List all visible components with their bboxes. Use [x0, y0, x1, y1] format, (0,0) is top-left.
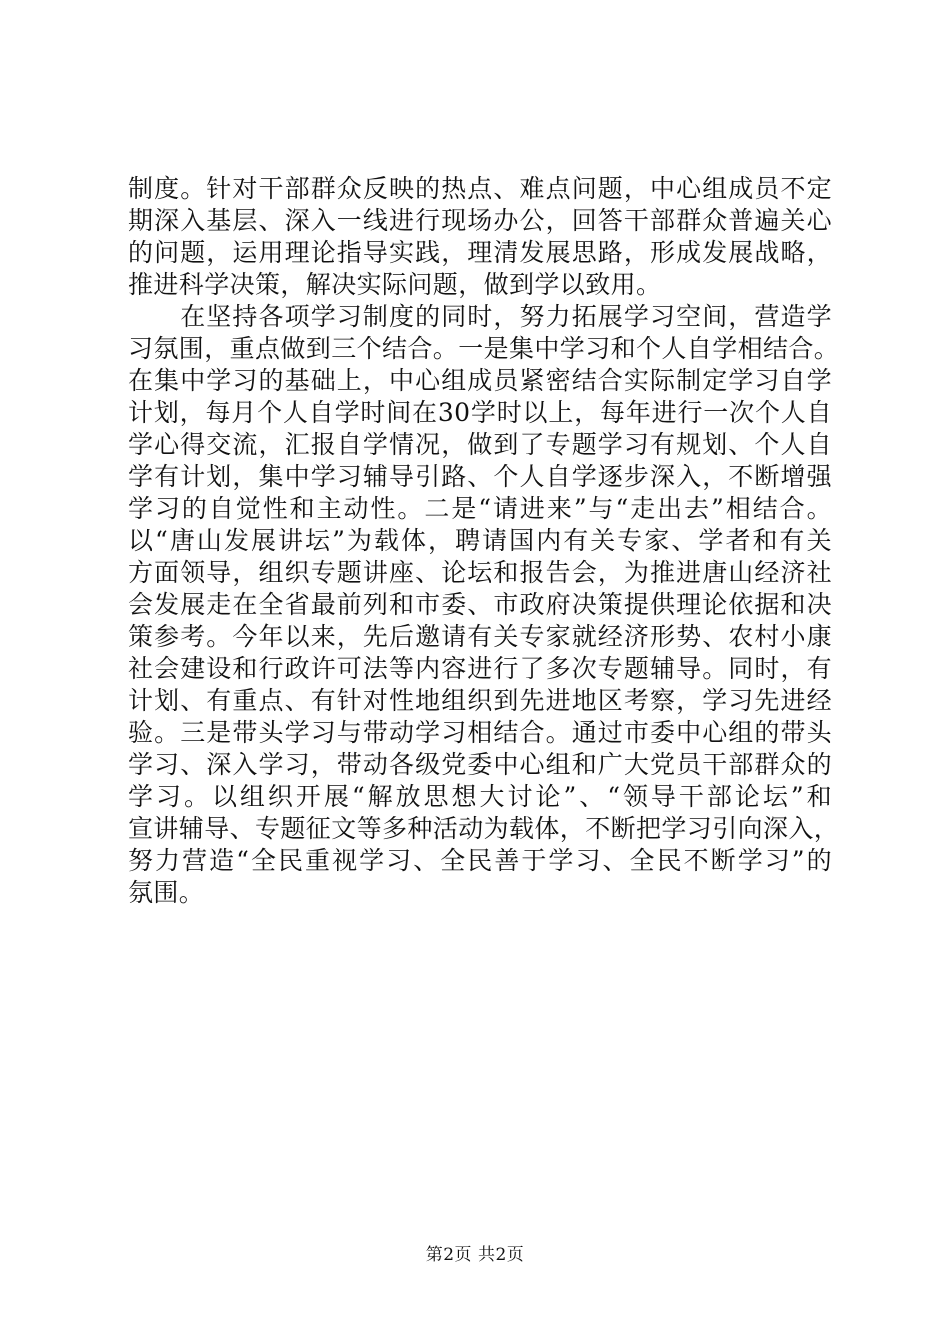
text-line: 在坚持各项学习制度的同时，努力拓展学习空间，营造学 [128, 302, 832, 331]
text-line: 学习。以组织开展“解放思想大讨论”、“领导干部论坛”和 [128, 782, 832, 811]
text-line: 制度。针对干部群众反映的热点、难点问题，中心组成员不定 [128, 174, 832, 203]
body-text [128, 173, 840, 909]
text-line: 的问题，运用理论指导实践，理清发展思路，形成发展战略， [128, 238, 832, 267]
text-line: 习氛围，重点做到三个结合。一是集中学习和个人自学相结合。 [128, 334, 840, 363]
text-line: 学习的自觉性和主动性。二是“请进来”与“走出去”相结合。 [128, 494, 832, 523]
text-line: 验。三是带头学习与带动学习相结合。通过市委中心组的带头 [128, 718, 832, 747]
text-line: 计划，每月个人自学时间在30学时以上，每年进行一次个人自 [128, 398, 832, 427]
text-line: 以“唐山发展讲坛”为载体，聘请国内有关专家、学者和有关 [128, 526, 832, 555]
text-line: 学有计划，集中学习辅导引路、个人自学逐步深入，不断增强 [128, 462, 832, 491]
text-line: 计划、有重点、有针对性地组织到先进地区考察，学习先进经 [128, 686, 832, 715]
text-line: 推进科学决策，解决实际问题，做到学以致用。 [128, 270, 662, 299]
text-line: 会发展走在全省最前列和市委、市政府决策提供理论依据和决 [128, 590, 832, 619]
page-number-footer: 第2页 共2页 [425, 1245, 525, 1265]
paragraph-1 [128, 173, 832, 301]
text-line: 期深入基层、深入一线进行现场办公，回答干部群众普遍关心 [128, 206, 832, 235]
text-line: 学习、深入学习，带动各级党委中心组和广大党员干部群众的 [128, 750, 832, 779]
paragraph-2 [128, 301, 840, 909]
text-line: 学心得交流，汇报自学情况，做到了专题学习有规划、个人自 [128, 430, 832, 459]
text-line: 氛围。 [128, 878, 205, 907]
text-line: 策参考。今年以来，先后邀请有关专家就经济形势、农村小康 [128, 622, 832, 651]
text-line: 方面领导，组织专题讲座、论坛和报告会，为推进唐山经济社 [128, 558, 832, 587]
text-line: 宣讲辅导、专题征文等多种活动为载体，不断把学习引向深入， [128, 814, 840, 843]
text-line: 在集中学习的基础上，中心组成员紧密结合实际制定学习自学 [128, 366, 832, 395]
text-line: 社会建设和行政许可法等内容进行了多次专题辅导。同时，有 [128, 654, 832, 683]
text-line: 努力营造“全民重视学习、全民善于学习、全民不断学习”的 [128, 846, 832, 875]
